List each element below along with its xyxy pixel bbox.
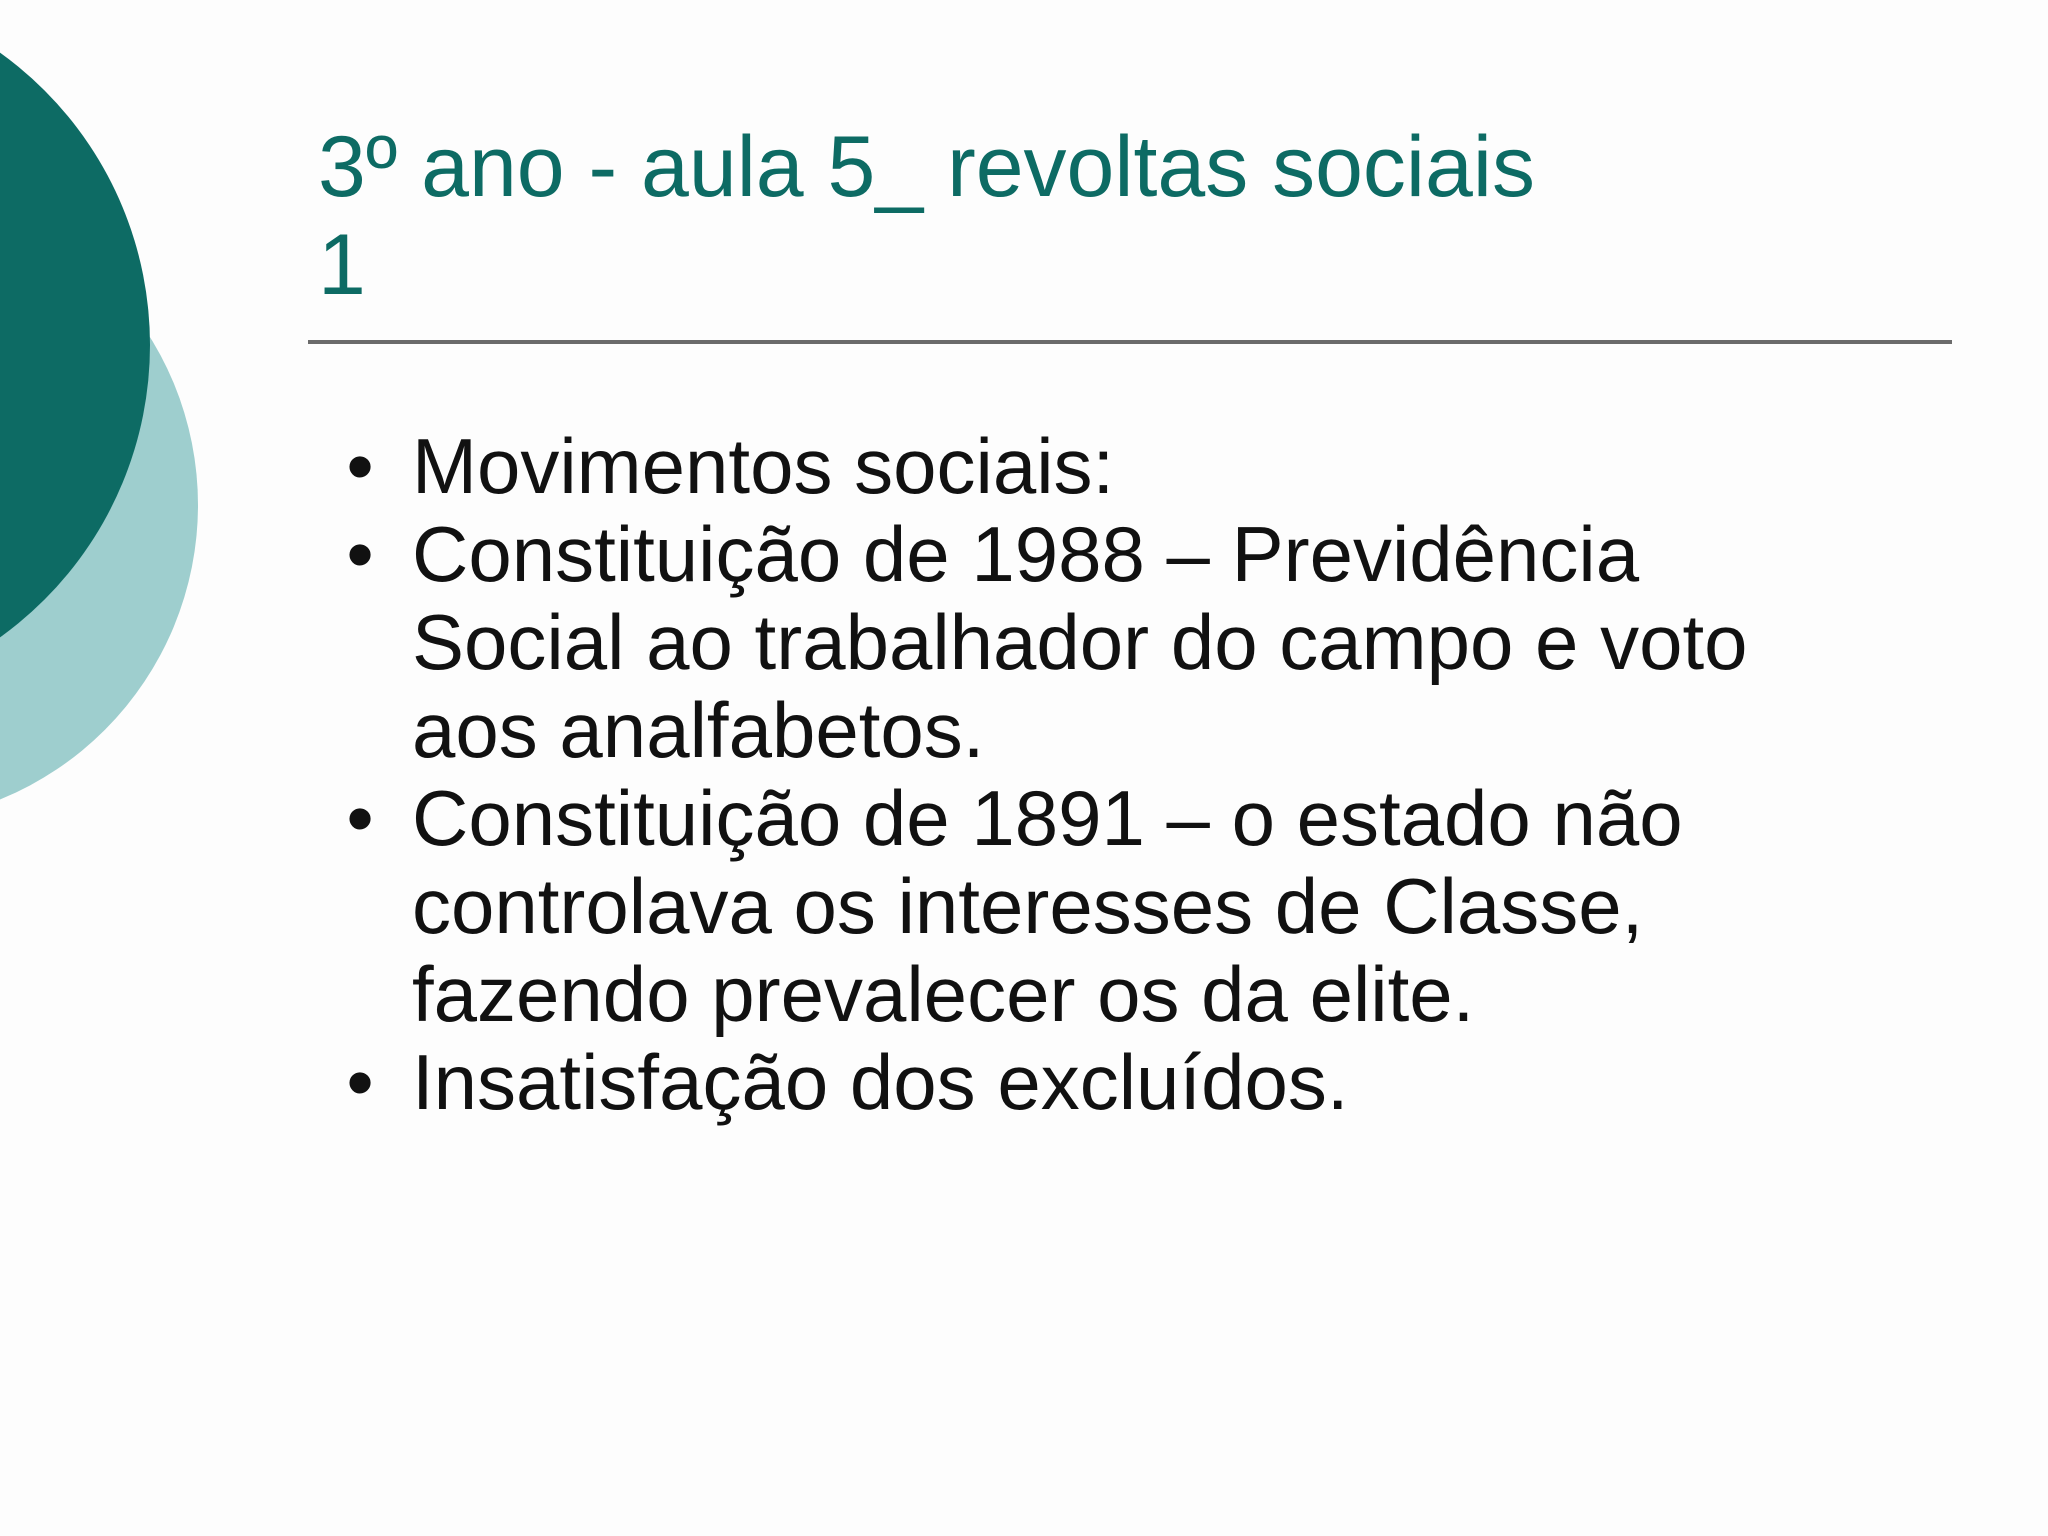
decorative-circles [0,0,220,820]
bullet-text-line: controlava os interesses de Classe, [412,862,1644,950]
slide-title-line-2: 1 [318,217,366,313]
bullet-list [340,422,1900,1126]
bullet-text-line: aos analfabetos. [412,686,985,774]
bullet-item [340,422,1900,510]
title-divider [308,340,1952,344]
bullet-text-line: Constituição de 1988 – Previdência [412,510,1640,598]
bullet-text-line: fazendo prevalecer os da elite. [412,950,1475,1038]
bullet-item [340,1038,1900,1126]
bullet-item [340,774,1900,1038]
bullet-dot: • [346,1038,374,1126]
slide-title-line-1: 3º ano - aula 5_ revoltas sociais [318,119,1535,215]
bullet-text-line: Social ao trabalhador do campo e voto [412,598,1748,686]
bullet-text-line: Constituição de 1891 – o estado não [412,774,1683,862]
bullet-text-line: Insatisfação dos excluídos. [412,1038,1349,1126]
bullet-item [340,510,1900,774]
bullet-text-line: Movimentos sociais: [412,422,1115,510]
bullet-dot: • [346,510,374,598]
bullet-dot: • [346,774,374,862]
slide-title [318,118,1718,314]
bullet-dot: • [346,422,374,510]
